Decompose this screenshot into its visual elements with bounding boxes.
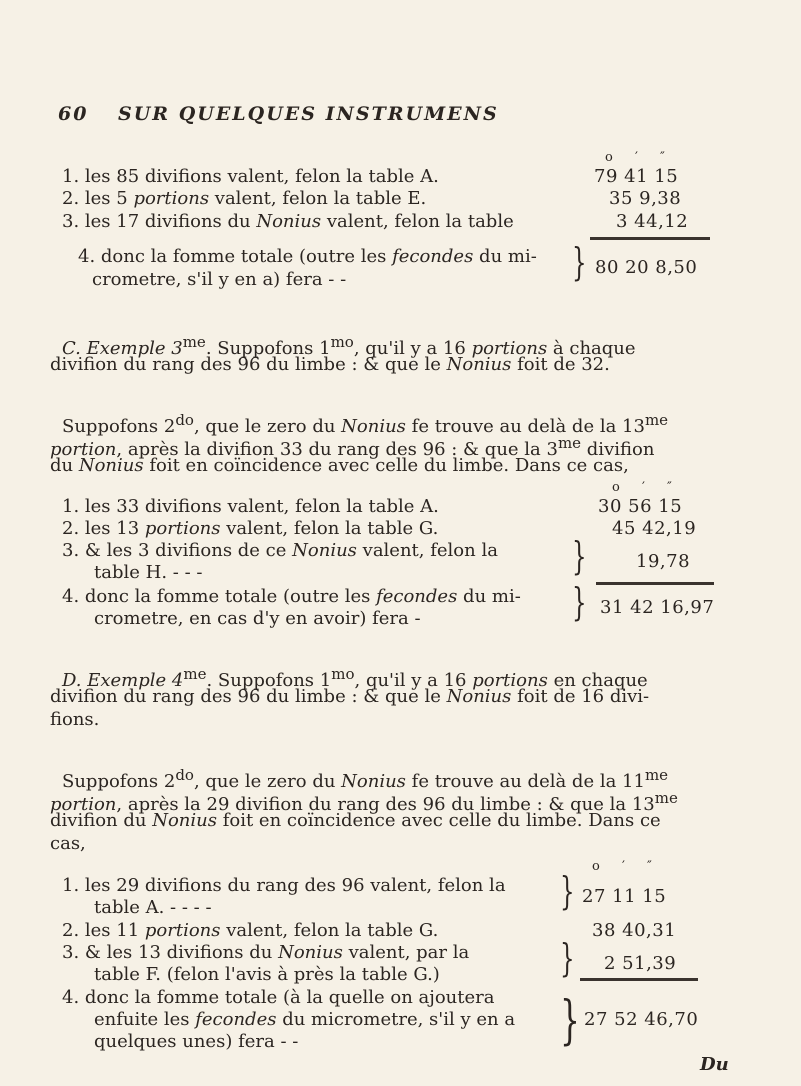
units-label: o ′ ″ <box>612 480 681 495</box>
units-label: o ′ ″ <box>592 859 661 874</box>
brace-icon: } <box>572 534 587 578</box>
brace-icon: } <box>572 580 587 624</box>
paragraph-line: divifion du Nonius foit en coïncidence avec celle du limbe. Dans ce <box>50 810 661 831</box>
example-heading: C. Exemple $3^{me}$. Suppofons $1^{mo}$, qu'il y a 16 portions à chaque <box>62 333 636 359</box>
value: 80 20 8,50 <box>595 257 698 278</box>
paragraph-line: portion, après la divifion 33 du rang des 96 : & que la $3^{me}$ divifion <box>50 434 655 460</box>
paragraph-line: divifion du rang des 96 du limbe : & que le Nonius foit de 16 divi- <box>50 686 650 707</box>
brace-icon: } <box>572 240 587 284</box>
line-item: 3. & les 3 divifions de ce Nonius valent, felon la <box>62 540 498 561</box>
paragraph-line: du Nonius foit en coïncidence avec celle du limbe. Dans ce cas, <box>50 455 629 476</box>
line-item: 3. & les 13 divifions du Nonius valent, par la <box>62 942 470 963</box>
paragraph-line: Suppofons $2^{do}$, que le zero du Nonius fe trouve au delà de la $11^{me}$ <box>62 766 669 792</box>
value: 79 41 15 <box>594 166 679 187</box>
paragraph-line: divifion du rang des 96 du limbe : & que le Nonius foit de 32. <box>50 354 610 375</box>
line-item: 2. les 5 portions valent, felon la table E. <box>62 188 427 209</box>
paragraph-line: fions. <box>50 709 100 730</box>
example-heading: D. Exemple $4^{me}$. Suppofons $1^{mo}$, qu'il y a 16 portions en chaque <box>62 665 648 691</box>
value: 3 44,12 <box>616 211 689 232</box>
brace-icon: } <box>560 936 575 980</box>
value: 27 11 15 <box>582 886 667 907</box>
paragraph-line: cas, <box>50 833 86 854</box>
value: 19,78 <box>636 551 691 572</box>
paragraph-line: portion, après la 29 divifion du rang des 96 du limbe : & que la $13^{me}$ <box>50 789 678 815</box>
value: 35 9,38 <box>609 188 682 209</box>
sum-rule <box>580 978 698 981</box>
line-item: quelques unes) fera - - <box>94 1031 299 1052</box>
line-item: crometre, s'il y en a) fera - - <box>92 269 347 290</box>
line-item: table H. - - - <box>94 562 203 583</box>
line-item: 1. les 33 divifions valent, felon la table A. <box>62 496 439 517</box>
value: 45 42,19 <box>612 518 697 539</box>
page-number: 60 <box>58 103 89 125</box>
units-label: o ′ ″ <box>605 150 674 165</box>
line-item: 4. donc la fomme totale (outre les fecondes du mi- <box>62 586 521 607</box>
sum-rule <box>590 237 710 240</box>
line-item: 4. donc la fomme totale (outre les fecondes du mi- <box>78 246 537 267</box>
brace-icon: } <box>560 869 575 913</box>
line-item: 2. les 13 portions valent, felon la table G. <box>62 518 439 539</box>
line-item: crometre, en cas d'y en avoir) fera - <box>94 608 421 629</box>
brace-icon: } <box>560 991 580 1051</box>
value: 27 52 46,70 <box>584 1009 699 1030</box>
line-item: table A. - - - - <box>94 897 212 918</box>
value: 30 56 15 <box>598 496 683 517</box>
line-item: 1. les 85 divifions valent, felon la table A. <box>62 166 439 187</box>
sum-rule <box>596 582 714 585</box>
line-item: 3. les 17 divifions du Nonius valent, felon la table <box>62 211 514 232</box>
line-item: 4. donc la fomme totale (à la quelle on ajoutera <box>62 987 495 1008</box>
value: 2 51,39 <box>604 953 677 974</box>
line-item: table F. (felon l'avis à près la table G.) <box>94 964 440 985</box>
line-item: 2. les 11 portions valent, felon la table G. <box>62 920 439 941</box>
running-title: SUR QUELQUES INSTRUMENS <box>118 103 499 125</box>
line-item: enfuite les fecondes du micrometre, s'il y en a <box>94 1009 516 1030</box>
value: 31 42 16,97 <box>600 597 715 618</box>
value: 38 40,31 <box>592 920 677 941</box>
line-item: 1. les 29 divifions du rang des 96 valent, felon la <box>62 875 506 896</box>
catchword: Du <box>700 1054 729 1075</box>
paragraph-line: Suppofons $2^{do}$, que le zero du Nonius fe trouve au delà de la $13^{me}$ <box>62 411 669 437</box>
